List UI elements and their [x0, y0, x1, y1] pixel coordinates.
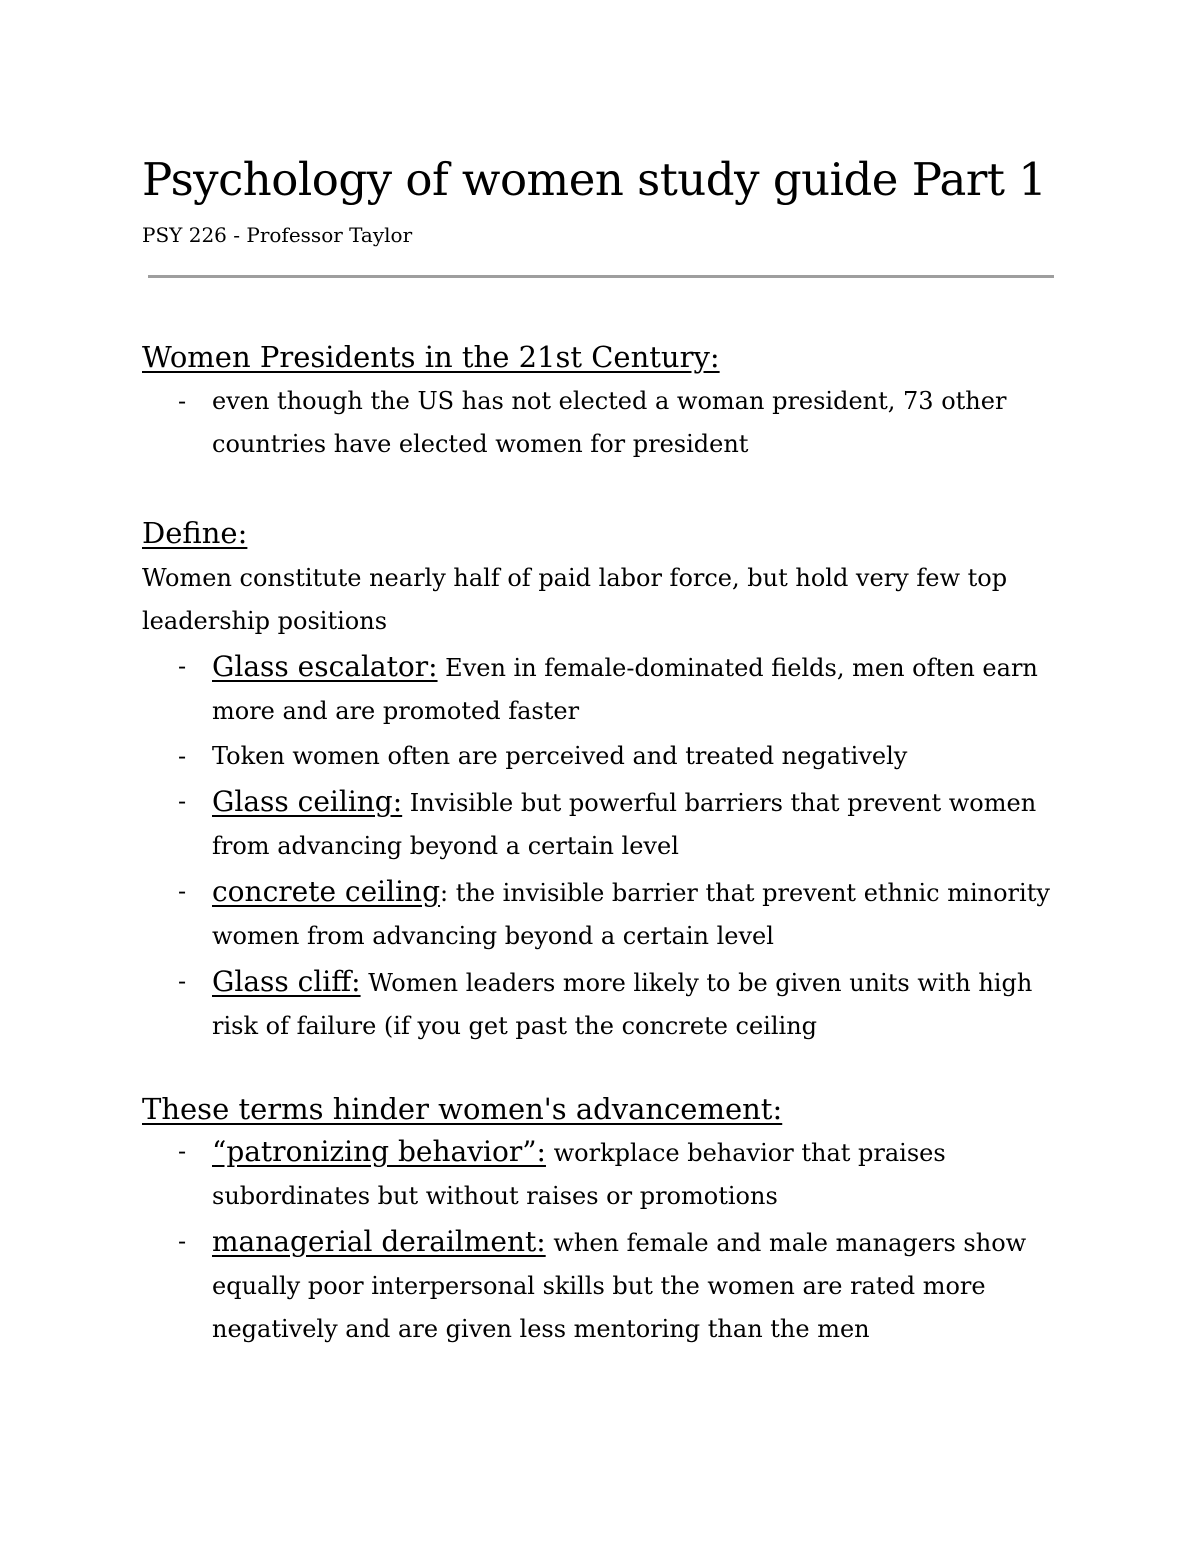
item-text: Even in female-dominated fields, men often earn more and are promoted faster: [212, 654, 1038, 725]
section-hinder-advancement: [142, 1090, 1054, 1351]
item-text: workplace behavior that praises subordinates but without raises or promotions: [212, 1139, 946, 1210]
item-text: : the invisible barrier that prevent ethnic minority women from advancing beyond a certain level: [212, 879, 1050, 950]
term-label: Glass escalator:: [212, 650, 438, 683]
list-item: [142, 1220, 1054, 1351]
section-heading: These terms hinder women's advancement:: [142, 1092, 783, 1126]
item-text: Token women often are perceived and treated negatively: [212, 742, 908, 770]
term-label: managerial derailment:: [212, 1225, 546, 1258]
term-label: “patronizing behavior”:: [212, 1135, 546, 1168]
dash-bullet: -: [178, 387, 187, 415]
intro-paragraph: Women constitute nearly half of paid labor force, but hold very few top leadership positions: [142, 564, 1008, 635]
list-item: [142, 735, 1054, 778]
document-subtitle: PSY 226 - Professor Taylor: [142, 223, 413, 247]
item-text: Women leaders more likely to be given units with high risk of failure (if you get past the concrete ceiling: [212, 969, 1033, 1040]
section-heading: Define:: [142, 516, 248, 550]
dash-bullet: -: [178, 967, 187, 995]
item-text: Invisible but powerful barriers that prevent women from advancing beyond a certain level: [212, 789, 1037, 860]
bullet-list: [142, 645, 1054, 1048]
document-title: Psychology of women study guide Part 1: [142, 153, 1047, 206]
section-define: [142, 514, 1054, 1048]
term-label: Glass ceiling:: [212, 785, 403, 818]
dash-bullet: -: [178, 1137, 187, 1165]
dash-bullet: -: [178, 742, 187, 770]
item-text: even though the US has not elected a woman president, 73 other countries have elected women for president: [212, 387, 1007, 458]
horizontal-divider: [148, 275, 1054, 278]
item-text: when female and male managers show equally poor interpersonal skills but the women are rated more negatively and are given less mentoring than the men: [212, 1229, 1027, 1343]
section-heading: Women Presidents in the 21st Century:: [142, 340, 720, 374]
bullet-list: [142, 380, 1054, 466]
dash-bullet: -: [178, 1227, 187, 1255]
list-item: [142, 780, 1054, 868]
list-item: [142, 960, 1054, 1048]
document-page: [142, 150, 1054, 1343]
term-label: concrete ceiling: [212, 875, 441, 908]
dash-bullet: -: [178, 652, 187, 680]
list-item: [142, 1130, 1054, 1218]
dash-bullet: -: [178, 877, 187, 905]
section-women-presidents: [142, 338, 1054, 466]
list-item: [142, 645, 1054, 733]
bullet-list: [142, 1130, 1054, 1351]
list-item: [142, 870, 1054, 958]
list-item: [142, 380, 1054, 466]
dash-bullet: -: [178, 787, 187, 815]
term-label: Glass cliff:: [212, 965, 361, 998]
